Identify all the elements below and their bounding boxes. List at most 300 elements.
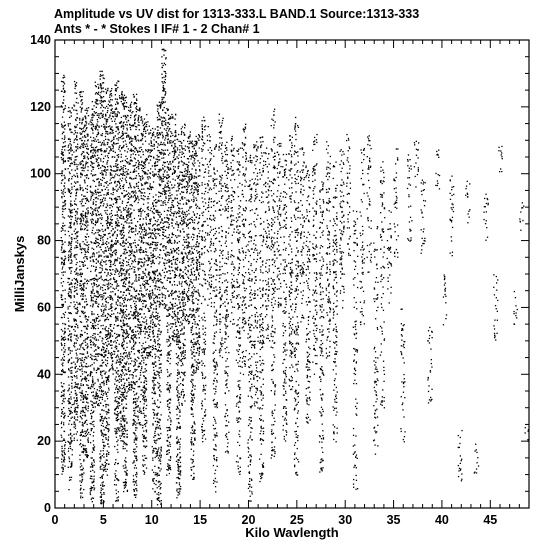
data-point <box>79 261 80 262</box>
data-point <box>65 234 66 235</box>
data-point <box>123 216 124 217</box>
data-point <box>68 451 69 452</box>
data-point <box>125 180 126 181</box>
data-point <box>75 238 76 239</box>
data-point <box>84 431 85 432</box>
data-point <box>133 415 134 416</box>
data-point <box>145 172 146 173</box>
data-point <box>75 357 76 358</box>
data-point <box>106 279 107 280</box>
data-point <box>100 277 101 278</box>
data-point <box>137 298 138 299</box>
data-point <box>63 313 64 314</box>
data-point <box>108 381 109 382</box>
data-point <box>111 345 112 346</box>
data-point <box>61 124 62 125</box>
data-point <box>131 338 132 339</box>
data-point <box>85 345 86 346</box>
data-point <box>110 278 111 279</box>
data-point <box>97 198 98 199</box>
data-point <box>136 480 137 481</box>
data-point <box>140 370 141 371</box>
data-point <box>143 272 144 273</box>
data-point <box>98 293 99 294</box>
data-point <box>102 399 103 400</box>
data-point <box>61 386 62 387</box>
data-point <box>119 423 120 424</box>
data-point <box>81 276 82 277</box>
data-point <box>92 279 93 280</box>
data-point <box>77 132 78 133</box>
data-point <box>102 265 103 266</box>
data-point <box>87 189 88 190</box>
data-point <box>72 367 73 368</box>
data-point <box>77 284 78 285</box>
data-point <box>137 331 138 332</box>
data-point <box>111 90 112 91</box>
data-point <box>85 165 86 166</box>
data-point <box>123 372 124 373</box>
data-point <box>136 94 137 95</box>
data-point <box>74 271 75 272</box>
data-point <box>145 342 146 343</box>
data-point <box>131 187 132 188</box>
data-point <box>104 78 105 79</box>
data-point <box>111 310 112 311</box>
data-point <box>82 223 83 224</box>
data-point <box>64 452 65 453</box>
data-point <box>96 339 97 340</box>
data-point <box>99 320 100 321</box>
data-point <box>102 199 103 200</box>
data-point <box>113 132 114 133</box>
data-point <box>134 365 135 366</box>
data-point <box>125 472 126 473</box>
data-point <box>120 297 121 298</box>
data-point <box>100 223 101 224</box>
data-point <box>61 105 62 106</box>
data-point <box>115 308 116 309</box>
data-point <box>109 295 110 296</box>
data-point <box>123 269 124 270</box>
data-point <box>123 441 124 442</box>
data-point <box>68 389 69 390</box>
data-point <box>64 389 65 390</box>
data-point <box>83 131 84 132</box>
data-point <box>71 219 72 220</box>
data-point <box>122 203 123 204</box>
data-point <box>136 494 137 495</box>
data-point <box>130 296 131 297</box>
data-point <box>74 88 75 89</box>
data-point <box>133 172 134 173</box>
data-point <box>84 135 85 136</box>
data-point <box>124 95 125 96</box>
data-point <box>95 82 96 83</box>
data-point <box>79 185 80 186</box>
data-point <box>70 312 71 313</box>
data-point <box>105 131 106 132</box>
data-point <box>100 296 101 297</box>
data-point <box>143 391 144 392</box>
data-point <box>61 370 62 371</box>
data-point <box>61 231 62 232</box>
data-point <box>117 111 118 112</box>
data-point <box>135 398 136 399</box>
data-point <box>142 434 143 435</box>
data-point <box>107 110 108 111</box>
data-point <box>144 401 145 402</box>
data-point <box>77 325 78 326</box>
data-point <box>92 319 93 320</box>
data-point <box>94 396 95 397</box>
data-point <box>84 155 85 156</box>
data-point <box>64 122 65 123</box>
data-point <box>72 454 73 455</box>
data-point <box>69 143 70 144</box>
data-point <box>61 467 62 468</box>
data-point <box>95 190 96 191</box>
data-point <box>131 330 132 331</box>
data-point <box>97 139 98 140</box>
data-point <box>96 372 97 373</box>
data-point <box>124 245 125 246</box>
data-point <box>134 314 135 315</box>
data-point <box>100 84 101 85</box>
data-point <box>61 450 62 451</box>
data-point <box>84 131 85 132</box>
data-point <box>62 330 63 331</box>
data-point <box>117 271 118 272</box>
data-point <box>116 207 117 208</box>
data-point <box>103 293 104 294</box>
data-point <box>116 441 117 442</box>
data-point <box>112 194 113 195</box>
data-point <box>127 356 128 357</box>
data-point <box>116 380 117 381</box>
data-point <box>77 168 78 169</box>
data-point <box>80 488 81 489</box>
data-point <box>81 154 82 155</box>
data-point <box>91 487 92 488</box>
data-point <box>88 236 89 237</box>
data-point <box>123 309 124 310</box>
data-point <box>120 321 121 322</box>
data-point <box>111 355 112 356</box>
data-point <box>138 199 139 200</box>
data-point <box>91 478 92 479</box>
data-point <box>64 201 65 202</box>
data-point <box>100 199 101 200</box>
data-point <box>115 222 116 223</box>
data-point <box>104 344 105 345</box>
data-point <box>86 148 87 149</box>
data-point <box>71 132 72 133</box>
data-point <box>74 223 75 224</box>
data-point <box>80 161 81 162</box>
data-point <box>91 122 92 123</box>
data-point <box>91 117 92 118</box>
data-point <box>116 288 117 289</box>
data-point <box>108 192 109 193</box>
data-point <box>149 278 150 279</box>
data-point <box>81 187 82 188</box>
data-point <box>103 310 104 311</box>
data-point <box>129 197 130 198</box>
data-point <box>101 488 102 489</box>
data-point <box>121 224 122 225</box>
data-point <box>82 153 83 154</box>
data-point <box>92 337 93 338</box>
data-point <box>71 241 72 242</box>
data-point <box>77 405 78 406</box>
data-point <box>144 227 145 228</box>
data-point <box>126 408 127 409</box>
data-point <box>82 122 83 123</box>
data-point <box>126 329 127 330</box>
data-point <box>69 325 70 326</box>
data-point <box>87 185 88 186</box>
data-point <box>81 365 82 366</box>
data-point <box>70 438 71 439</box>
data-point <box>74 416 75 417</box>
data-point <box>126 422 127 423</box>
data-point <box>73 142 74 143</box>
data-point <box>70 429 71 430</box>
data-point <box>108 350 109 351</box>
data-point <box>63 306 64 307</box>
data-point <box>134 120 135 121</box>
data-point <box>74 81 75 82</box>
data-point <box>122 433 123 434</box>
data-point <box>132 339 133 340</box>
data-point <box>62 357 63 358</box>
data-point <box>124 392 125 393</box>
data-point <box>124 383 125 384</box>
data-point <box>69 158 70 159</box>
data-point <box>68 424 69 425</box>
data-point <box>111 118 112 119</box>
data-point <box>122 415 123 416</box>
data-point <box>76 146 77 147</box>
data-point <box>82 366 83 367</box>
data-point <box>115 477 116 478</box>
data-point <box>68 320 69 321</box>
data-point <box>150 149 151 150</box>
data-point <box>68 215 69 216</box>
data-point <box>95 243 96 244</box>
data-point <box>109 207 110 208</box>
data-point <box>134 195 135 196</box>
data-point <box>137 406 138 407</box>
data-point <box>129 286 130 287</box>
data-point <box>95 349 96 350</box>
data-point <box>97 405 98 406</box>
data-point <box>103 481 104 482</box>
data-point <box>115 215 116 216</box>
data-point <box>143 459 144 460</box>
data-point <box>94 115 95 116</box>
data-point <box>140 285 141 286</box>
data-point <box>123 431 124 432</box>
data-point <box>93 223 94 224</box>
data-point <box>110 286 111 287</box>
data-point <box>138 312 139 313</box>
data-point <box>74 203 75 204</box>
data-point <box>65 339 66 340</box>
data-point <box>116 268 117 269</box>
data-point <box>63 99 64 100</box>
data-point <box>96 179 97 180</box>
data-point <box>82 378 83 379</box>
data-point <box>92 175 93 176</box>
data-point <box>114 384 115 385</box>
data-point <box>143 285 144 286</box>
data-point <box>135 458 136 459</box>
data-point <box>112 189 113 190</box>
data-point <box>122 359 123 360</box>
data-point <box>86 152 87 153</box>
data-point <box>82 120 83 121</box>
data-point <box>61 81 62 82</box>
data-point <box>103 91 104 92</box>
data-point <box>123 420 124 421</box>
data-point <box>93 219 94 220</box>
data-point <box>131 231 132 232</box>
data-point <box>76 324 77 325</box>
data-point <box>139 268 140 269</box>
data-point <box>61 157 62 158</box>
data-point <box>71 189 72 190</box>
data-point <box>118 157 119 158</box>
data-point <box>111 348 112 349</box>
data-point <box>111 357 112 358</box>
data-point <box>122 335 123 336</box>
data-point <box>133 432 134 433</box>
data-point <box>146 422 147 423</box>
data-point <box>78 337 79 338</box>
data-point <box>91 347 92 348</box>
data-point <box>62 338 63 339</box>
data-point <box>121 117 122 118</box>
data-point <box>105 372 106 373</box>
data-point <box>106 382 107 383</box>
data-point <box>104 250 105 251</box>
data-point <box>119 112 120 113</box>
data-point <box>120 122 121 123</box>
data-point <box>100 205 101 206</box>
data-point <box>75 195 76 196</box>
data-point <box>100 332 101 333</box>
data-point <box>105 155 106 156</box>
data-point <box>104 126 105 127</box>
data-point <box>121 215 122 216</box>
data-point <box>121 400 122 401</box>
data-point <box>62 267 63 268</box>
data-point <box>120 302 121 303</box>
data-point <box>88 281 89 282</box>
data-point <box>138 261 139 262</box>
data-point <box>93 266 94 267</box>
data-point <box>123 292 124 293</box>
data-point <box>92 386 93 387</box>
data-point <box>133 228 134 229</box>
data-point <box>128 237 129 238</box>
data-point <box>144 392 145 393</box>
data-point <box>65 442 66 443</box>
data-point <box>118 301 119 302</box>
data-point <box>69 235 70 236</box>
data-point <box>76 173 77 174</box>
data-point <box>146 224 147 225</box>
data-point <box>76 287 77 288</box>
data-point <box>90 344 91 345</box>
data-point <box>126 146 127 147</box>
data-point <box>105 466 106 467</box>
data-point <box>129 226 130 227</box>
data-point <box>83 215 84 216</box>
data-point <box>72 417 73 418</box>
data-point <box>85 203 86 204</box>
data-point <box>83 257 84 258</box>
data-point <box>133 401 134 402</box>
data-point <box>93 391 94 392</box>
data-point <box>91 404 92 405</box>
data-point <box>87 333 88 334</box>
data-point <box>111 133 112 134</box>
data-point <box>115 389 116 390</box>
data-point <box>91 423 92 424</box>
data-point <box>107 155 108 156</box>
data-point <box>122 395 123 396</box>
data-point <box>121 404 122 405</box>
data-point <box>91 490 92 491</box>
data-point <box>112 156 113 157</box>
data-point <box>123 169 124 170</box>
data-point <box>68 376 69 377</box>
data-point <box>123 428 124 429</box>
data-point <box>61 317 62 318</box>
data-point <box>98 328 99 329</box>
data-point <box>115 88 116 89</box>
data-point <box>118 139 119 140</box>
data-point <box>71 465 72 466</box>
data-point <box>116 243 117 244</box>
data-point <box>140 250 141 251</box>
data-point <box>62 464 63 465</box>
data-point <box>84 243 85 244</box>
data-point <box>61 446 62 447</box>
data-point <box>138 186 139 187</box>
data-point <box>124 317 125 318</box>
data-point <box>125 100 126 101</box>
data-point <box>144 337 145 338</box>
data-point <box>107 133 108 134</box>
data-point <box>115 254 116 255</box>
data-point <box>108 436 109 437</box>
data-point <box>128 215 129 216</box>
data-point <box>75 215 76 216</box>
data-point <box>100 217 101 218</box>
data-point <box>61 359 62 360</box>
data-point <box>134 201 135 202</box>
data-point <box>64 146 65 147</box>
data-point <box>121 245 122 246</box>
data-point <box>64 444 65 445</box>
data-point <box>139 210 140 211</box>
data-point <box>69 461 70 462</box>
data-point <box>91 170 92 171</box>
